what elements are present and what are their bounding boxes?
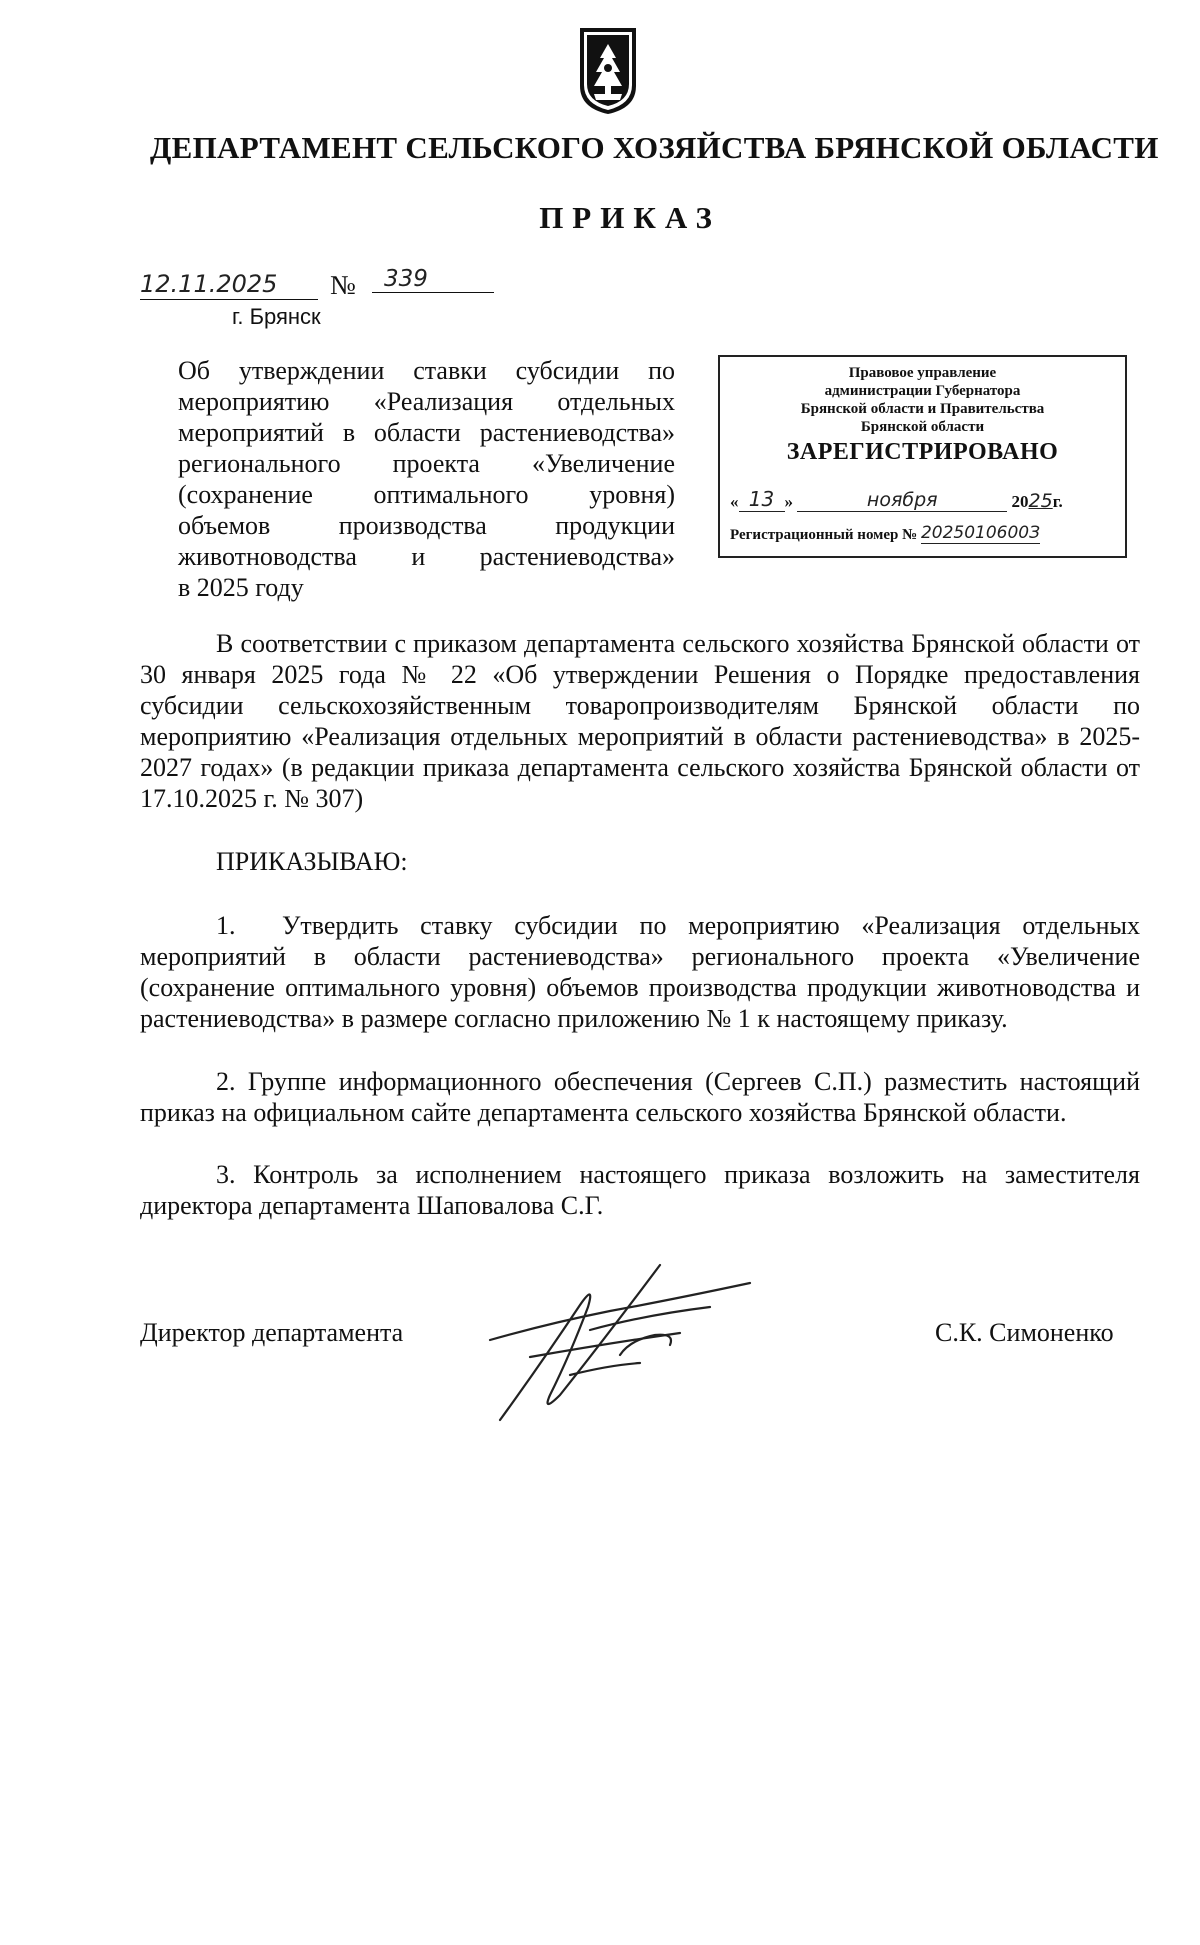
subject-line: объемов производства продукции [178,511,675,540]
subject-line: в 2025 году [178,573,304,602]
order-number-label: № [330,270,356,300]
order-item-2: 2. Группе информационного обеспечения (Сергеев С.П.) разместить настоящий приказ на официальном сайте департамента сельского хозяйства Брянской области. [140,1067,1140,1127]
signatory-role: Директор департамента [140,1318,404,1347]
order-subject [178,355,675,603]
stamp-month-handwritten: ноября [797,489,1007,512]
stamp-line: Брянской области [860,419,985,435]
stamp-reg-label: Регистрационный номер № [730,527,918,543]
stamp-line: администрации Губернатора [824,383,1021,399]
stamp-year-prefix: 20 [1011,492,1029,511]
stamp-year-suffix: г. [1052,492,1063,511]
subject-line: регионального проекта «Увеличение [178,449,675,478]
signatory-name: С.К. Симоненко [935,1318,1114,1347]
stamp-day-handwritten: 13 [739,487,785,512]
department-title: ДЕПАРТАМЕНТ СЕЛЬСКОГО ХОЗЯЙСТВА БРЯНСКОЙ ОБЛАСТИ [150,130,1159,165]
intro-paragraph: В соответствии с приказом департамента сельского хозяйства Брянской области от 30 января 2025 года № 22 «Об утверждении Решения о Порядке предоставления субсидии сельскохозяйственным товаропроизводителям Брянской области по мероприятию «Реализация отдельных мероприятий в области растениеводства» в 2025-2027 годах» (в редакции приказа департамента сельского хозяйства Брянской области от 17.10.2025 г. № 307) [140,629,1140,813]
subject-line: Об утверждении ставки субсидии по [178,356,675,385]
stamp-line: Правовое управление [848,365,997,381]
stamp-reg-number-handwritten: 2025010600З [920,523,1041,543]
subject-line: животноводства и растениеводства» [178,542,675,571]
stamp-date-row: « 13 » ноября 2025г. [730,487,1063,512]
stamp-year-handwritten: 25 [1028,490,1053,512]
order-date-handwritten: 12.11.2025 [140,270,318,300]
order-number-handwritten: 339 [372,266,494,293]
order-word: ПРИКАЗЫВАЮ: [216,847,408,876]
stamp-line: Брянской области и Правительства [800,401,1045,417]
registration-stamp [718,355,1127,558]
item-number: 1. [216,911,236,940]
subject-line: мероприятию «Реализация отдельных [178,387,675,416]
document-type-title: ПРИКАЗ [539,200,721,235]
subject-line: мероприятий в области растениеводства» [178,418,675,447]
stamp-status: ЗАРЕГИСТРИРОВАНО [786,439,1059,465]
order-item-3: 3. Контроль за исполнением настоящего приказа возложить на заместителя директора департамента Шаповалова С.Г. [140,1160,1140,1220]
handwritten-signature [470,1245,790,1425]
item-text: Утвердить ставку субсидии по мероприятию «Реализация отдельных мероприятий в области растениеводства» регионального проекта «Увеличение (сохранение оптимального уровня) объемов производства продукции животноводства и растениеводства» в размере согласно приложению № 1 к настоящему приказу. [140,911,1140,1033]
stamp-reg-row [730,523,1115,544]
order-item-1 [140,910,1140,1034]
city-label: г. Брянск [232,304,321,329]
coat-of-arms-icon [576,24,640,116]
subject-line: (сохранение оптимального уровня) [178,480,675,509]
